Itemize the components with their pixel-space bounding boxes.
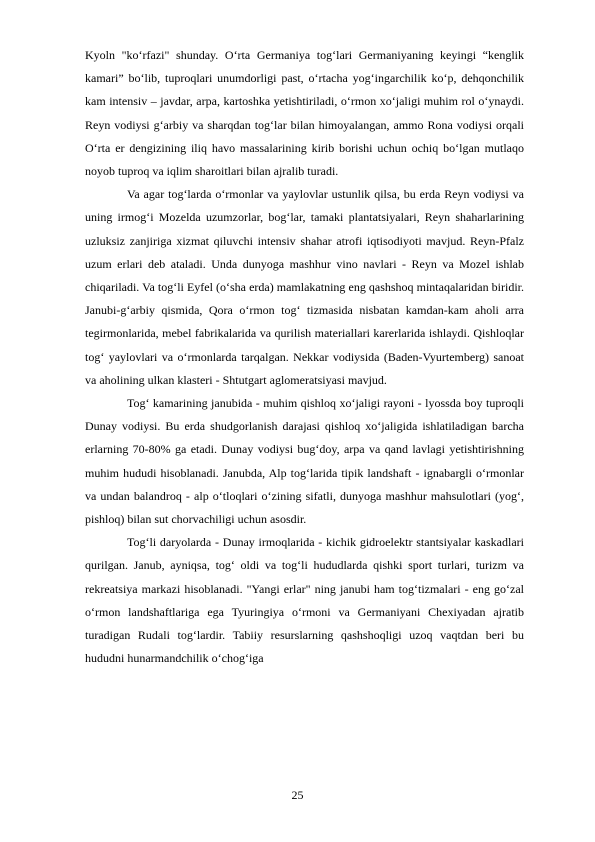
document-body xyxy=(85,44,524,670)
page-number: 25 xyxy=(291,788,304,802)
paragraph-1: Kyoln "ko‘rfazi" shunday. O‘rta Germaniya tog‘lari Germaniyaning keyingi “kenglik kamari” bo‘lib, tuproqlari unumdorligi past, o‘rtacha yog‘ingarchilik ko‘p, dehqonchilik kam intensiv – javdar, arpa, kartoshka yetishtiriladi, o‘rmon xo‘jaligi muhim rol o‘ynaydi. Reyn vodiysi g‘arbiy va sharqdan tog‘lar bilan himoyalangan, ammo Rona vodiysi orqali O‘rta er dengizining iliq havo massalarining kirib borishi uchun ochiq bo‘lgan mutlaqo noyob tuproq va iqlim sharoitlari bilan ajralib turadi. xyxy=(85,48,524,179)
paragraph-4: Tog‘li daryolarda - Dunay irmoqlarida - kichik gidroelektr stantsiyalar kaskadlari qurilgan. Janub, ayniqsa, tog‘ oldi va tog‘li hududlarda qishki sport turlari, turizm va rekreatsiya markazi hisoblanadi. "Yangi erlar" ning janubi ham tog‘tizmalari - eng go‘zal o‘rmon landshaftlariga ega Tyuringiya o‘rmoni va Germaniyani Chexiyadan ajratib turadigan Rudali tog‘lardir. Tabiiy resurslarning qashshoqligi uzoq vaqtdan beri bu hududni hunarmandchilik o‘chog‘iga xyxy=(85,535,524,666)
paragraph-2: Va agar tog‘larda o‘rmonlar va yaylovlar ustunlik qilsa, bu erda Reyn vodiysi va uning irmog‘i Mozelda uzumzorlar, bog‘lar, tamaki plantatsiyalari, Reyn shaharlarining uzluksiz zanjiriga xizmat qiluvchi intensiv shahar atrofi iqtisodiyoti mavjud. Reyn-Pfalz uzum erlari deb ataladi. Unda dunyoga mashhur vino navlari - Reyn va Mozel ishlab chiqariladi. Va tog‘li Eyfel (o‘sha erda) mamlakatning eng qashshoq mintaqalaridan biridir. Janubi-g‘arbiy qismida, Qora o‘rmon tog‘ tizmasida nisbatan kamdan-kam aholi arra tegirmonlarida, mebel fabrikalarida va qurilish materiallari karerlarida ishlaydi. Qishloqlar tog‘ yaylovlari va o‘rmonlarda tarqalgan. Nekkar vodiysida (Baden-Vyurtemberg) sanoat va aholining ulkan klasteri - Shtutgart aglomeratsiyasi mavjud. xyxy=(85,187,524,387)
paragraph-3: Tog‘ kamarining janubida - muhim qishloq xo‘jaligi rayoni - lyossda boy tuproqli Dunay vodiysi. Bu erda shudgorlanish darajasi qishloq xo‘jaligida ishlatiladigan barcha erlarning 70-80% ga etadi. Dunay vodiysi bug‘doy, arpa va qand lavlagi yetishtirishning muhim hududi hisoblanadi. Janubda, Alp tog‘larida tipik landshaft - ignabargli o‘rmonlar va undan balandroq - alp o‘tloqlari o‘zining sifatli, dunyoga mashhur mahsulotlari (yog‘, pishloq) bilan sut chorvachiligi uchun asosdir. xyxy=(85,396,524,527)
